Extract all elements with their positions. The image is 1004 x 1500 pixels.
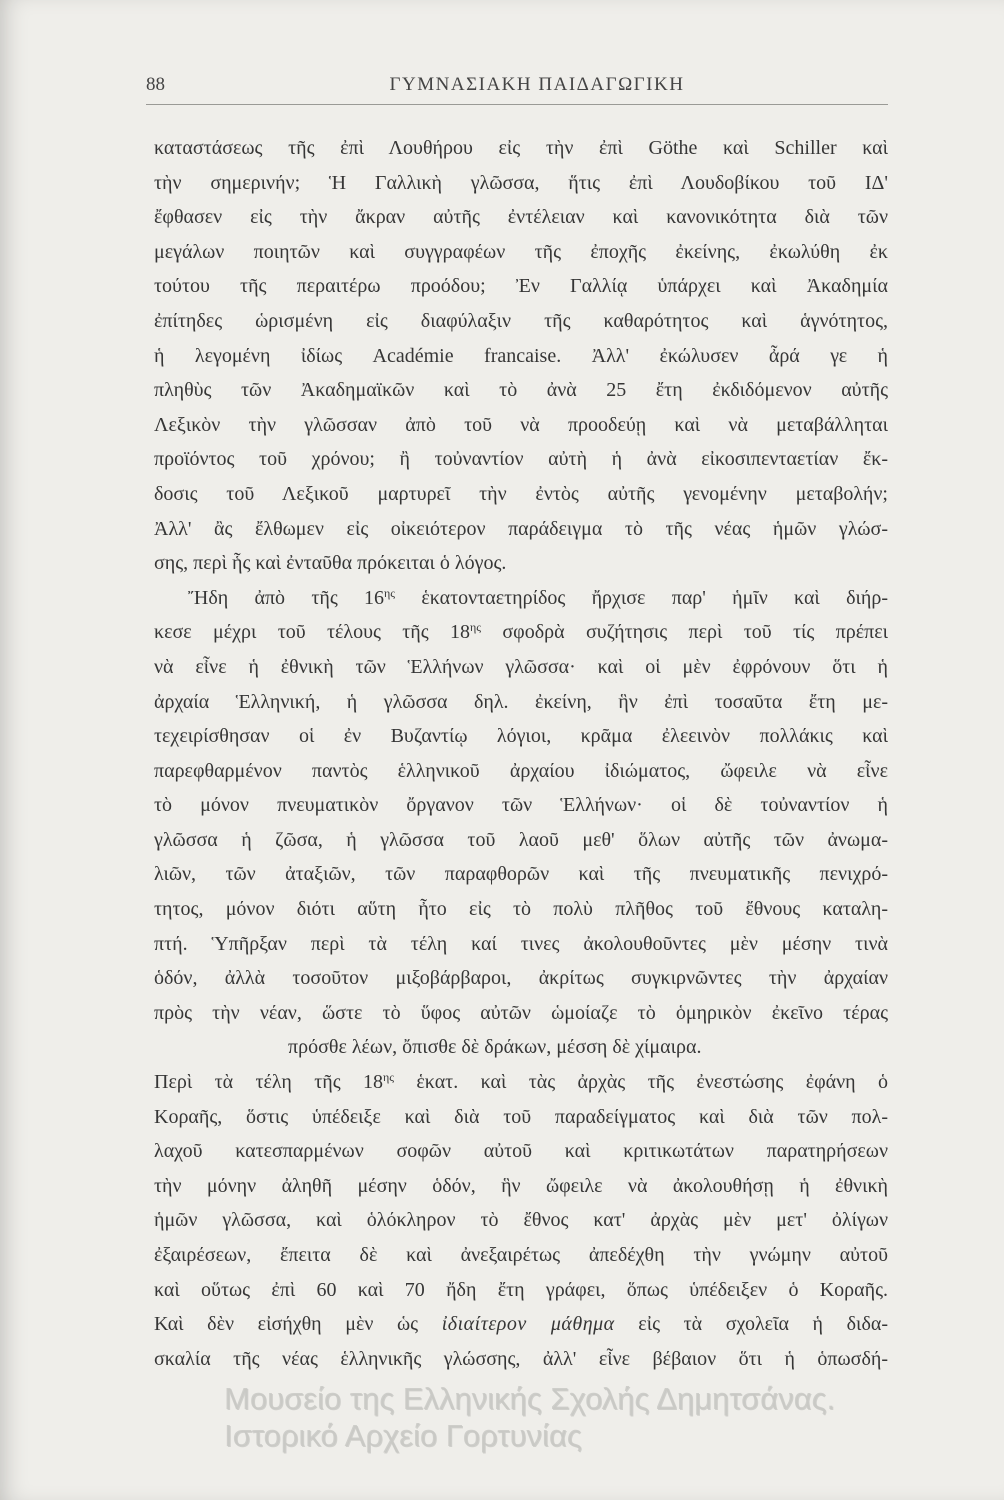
text-line: ἐπίτηδες ὡρισμένη εἰς διαφύλαξιν τῆς καθαρότητος καὶ ἁγνότητος, [154,309,888,332]
ordinal-suffix: ης [470,620,482,635]
text-line: τὸ μόνον πνευματικὸν ὄργανον τῶν Ἑλλήνων· οἱ δὲ τοὐναντίον ἡ [154,794,888,817]
text-line: ἀρχαία Ἑλληνική, ἡ γλῶσσα δηλ. ἐκείνη, ἣν ἐπὶ τοσαῦτα ἔτη με- [154,690,888,713]
text-line: ὁδόν, ἀλλὰ τοσοῦτον μιξοβάρβαροι, ἀκρίτως συγκιρνῶντες τὴν ἀρχαίαν [154,967,888,990]
text-line: καὶ οὕτως ἐπὶ 60 καὶ 70 ἤδη ἔτη γράφει, ὅπως ὑπέδειξεν ὁ Κοραῆς. [154,1278,888,1301]
ordinal-suffix: ης [383,1070,395,1085]
header-rule [146,104,888,105]
emphasized-phrase: ἰδιαίτερον μάθημα [441,1313,615,1336]
page-number: 88 [146,74,165,95]
archive-watermark [224,1380,994,1460]
text-segment: ἑκατονταετηρίδος ἤρχισε παρ' ἡμῖν καὶ διήρ- [395,586,888,609]
text-line: λιῶν, τῶν ἀταξιῶν, τῶν παραφθορῶν καὶ τῆς πνευματικῆς πενιχρό- [154,863,888,886]
paragraph-end-line: σης, περὶ ἧς καὶ ἐνταῦθα πρόκειται ὁ λόγος. [154,552,507,575]
paragraph-start-line [154,581,888,616]
text-line: τητος, μόνον διότι αὕτη ἦτο εἰς τὸ πολὺ πλῆθος τοῦ ἔθνους καταλη- [154,898,888,921]
text-line: πτή. Ὑπῆρξαν περὶ τὰ τέλη καί τινες ἀκολουθοῦντες μὲν μέσην τινὰ [154,932,888,955]
body-text [154,131,888,1376]
text-line: ἡμῶν γλῶσσα, καὶ ὁλόκληρον τὸ ἔθνος κατ' ἀρχὰς μὲν μετ' ὀλίγων [154,1209,888,1232]
text-segment: εἰς τὰ σχολεῖα ἡ διδα- [614,1313,888,1336]
watermark-line: Ιστορικό Αρχείο Γορτυνίας [224,1418,582,1453]
text-line: τὴν μόνην ἀληθῆ μέσην ὁδόν, ἣν ὤφειλε νὰ ἀκολουθήσῃ ἡ ἐθνικὴ [154,1174,888,1197]
text-line: πρὸς τὴν νέαν, ὥστε τὸ ὕφος αὐτῶν ὡμοίαζε τὸ ὁμηρικὸν ἐκεῖνο τέρας [154,1001,888,1024]
verse-quotation: πρόσθε λέων, ὄπισθε δὲ δράκων, μέσση δὲ χίμαιρα. [288,1036,702,1059]
text-segment: σφοδρὰ συζήτησις περὶ τοῦ τίς πρέπει [481,621,888,644]
text-line: καταστάσεως τῆς ἐπὶ Λουθήρου εἰς τὴν ἐπὶ Göthe καὶ Schiller καὶ [154,137,888,159]
text-line: Κοραῆς, ὅστις ὑπέδειξε καὶ διὰ τοῦ παραδείγματος καὶ διὰ τῶν πολ- [154,1105,888,1128]
running-head: ΓΥΜΝΑΣΙΑΚΗ ΠΑΙΔΑΓΩΓΙΚΗ [389,74,685,95]
text-line: λαχοῦ κατεσπαρμένων σοφῶν αὐτοῦ καὶ κριτικωτάτων παρατηρήσεων [154,1140,888,1163]
text-line: σκαλία τῆς νέας ἑλληνικῆς γλώσσης, ἀλλ' εἶνε βέβαιον ὅτι ἡ ὁπωσδή- [154,1347,888,1370]
text-line: Ἀλλ' ἂς ἔλθωμεν εἰς οἰκειότερον παράδειγμα τὸ τῆς νέας ἡμῶν γλώσ- [154,517,888,540]
watermark-line: Μουσείο της Ελληνικής Σχολής Δημητσάνας. [224,1381,836,1416]
page-header [146,74,888,102]
text-line: ἐξαιρέσεων, ἔπειτα δὲ καὶ ἀνεξαιρέτως ἀπεδέχθη τὴν γνώμην αὐτοῦ [154,1244,888,1266]
text-line: τεχειρίσθησαν οἱ ἐν Βυζαντίῳ λόγιοι, κρᾶμα ἐλεεινὸν πολλάκις καὶ [154,725,888,748]
text-line: ἔφθασεν εἰς τὴν ἄκραν αὐτῆς ἐντέλειαν καὶ κανονικότητα διὰ τῶν [154,206,888,229]
text-line: Λεξικὸν τὴν γλῶσσαν ἀπὸ τοῦ νὰ προοδεύῃ καὶ νὰ μεταβάλληται [154,413,888,436]
text-segment: ἑκατ. καὶ τὰς ἀρχὰς τῆς ἐνεστώσης ἐφάνη ὁ [394,1071,888,1094]
text-line: παρεφθαρμένον παντὸς ἑλληνικοῦ ἀρχαίου ἰδιώματος, ὤφειλε νὰ εἶνε [154,759,888,782]
text-line: ἡ λεγομένη ἰδίως Académie francaise. Ἀλλ' ἐκώλυσεν ἆρά γε ἡ [154,344,888,367]
text-segment: Περὶ τὰ τέλη τῆς 18 [154,1071,383,1094]
text-line: γλῶσσα ἡ ζῶσα, ἡ γλῶσσα τοῦ λαοῦ μεθ' ὅλων αὐτῆς τῶν ἀνωμα- [154,828,888,851]
text-line: τὴν σημερινήν; Ἡ Γαλλικὴ γλῶσσα, ἥτις ἐπὶ Λουδοβίκου τοῦ ΙΔ' [154,171,888,194]
text-segment: Καὶ δὲν εἰσήχθη μὲν ὡς [154,1313,442,1336]
text-segment: Ἤδη ἀπὸ τῆς 16 [188,586,385,609]
text-line: προϊόντος τοῦ χρόνου; ἢ τοὐναντίον αὐτὴ ἡ ἀνὰ εἰκοσιπενταετίαν ἔκ- [154,448,888,471]
text-line: δοσις τοῦ Λεξικοῦ μαρτυρεῖ τὴν ἐντὸς αὐτῆς γενομένην μεταβολήν; [154,482,888,505]
text-line: μεγάλων ποιητῶν καὶ συγγραφέων τῆς ἐποχῆς ἐκείνης, ἐκωλύθη ἐκ [154,240,888,263]
text-line: νὰ εἶνε ἡ ἐθνικὴ τῶν Ἑλλήνων γλῶσσα· καὶ οἱ μὲν ἐφρόνουν ὅτι ἡ [154,655,888,678]
ordinal-suffix: ης [384,585,396,600]
paragraph-start-line [154,1065,888,1100]
text-line: τούτου τῆς περαιτέρω προόδου; Ἐν Γαλλίᾳ ὑπάρχει καὶ Ἀκαδημία [154,275,888,298]
text-segment: κεσε μέχρι τοῦ τέλους τῆς 18 [154,621,471,644]
text-line [154,615,888,650]
text-line [154,1307,888,1342]
text-line: πληθὺς τῶν Ἀκαδημαϊκῶν καὶ τὸ ἀνὰ 25 ἔτη ἐκδιδόμενον αὐτῆς [154,379,888,402]
